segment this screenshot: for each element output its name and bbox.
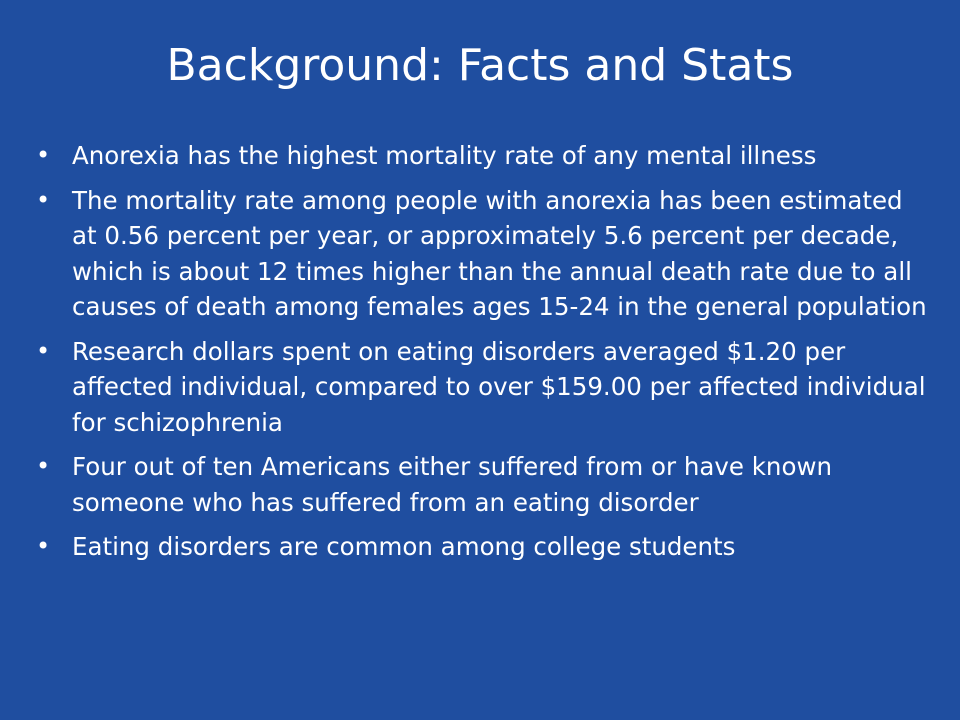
bullet-dot-icon: • bbox=[36, 185, 51, 214]
bullet-text: Research dollars spent on eating disorders averaged $1.20 per affected individual, compared to over $159.00 per affected individual for schizophrenia bbox=[72, 336, 926, 437]
bullet-text: Anorexia has the highest mortality rate of any mental illness bbox=[72, 141, 817, 170]
bullet-item-mortality-highest bbox=[30, 138, 930, 174]
slide-title: Background: Facts and Stats bbox=[166, 40, 794, 91]
bullet-dot-icon: • bbox=[36, 141, 51, 169]
bullet-item-mortality-rate bbox=[30, 183, 930, 325]
bullet-item-four-out-of-ten bbox=[30, 449, 930, 520]
bullet-dot-icon: • bbox=[36, 336, 51, 365]
bullet-dot-icon: • bbox=[36, 532, 51, 560]
bullet-item-research-dollars bbox=[30, 334, 930, 441]
bullet-text: Eating disorders are common among college students bbox=[72, 532, 736, 561]
bullet-text: The mortality rate among people with anorexia has been estimated at 0.56 percent per year, or approximately 5.6 percent per decade, which is about 12 times higher than the annual death rate due to all causes of death among females ages 15-24 in the general population bbox=[72, 185, 927, 321]
bullet-item-college-students bbox=[30, 529, 930, 565]
bullet-dot-icon: • bbox=[36, 452, 51, 480]
bullet-list bbox=[30, 138, 930, 574]
bullet-text: Four out of ten Americans either suffered from or have known someone who has suffered from an eating disorder bbox=[72, 452, 833, 517]
